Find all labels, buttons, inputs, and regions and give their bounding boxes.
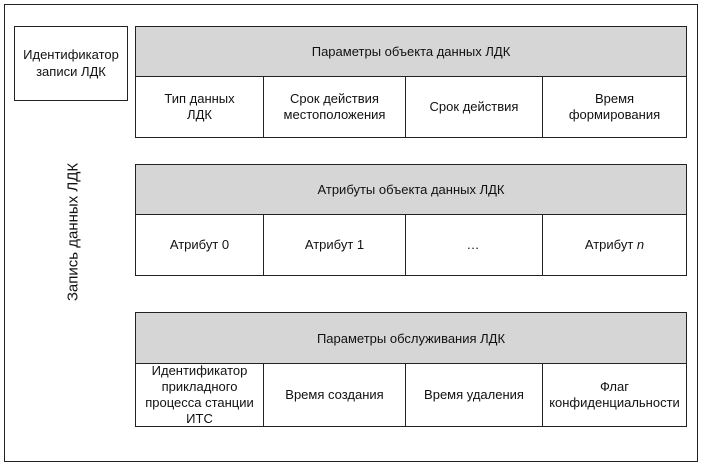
- object-attributes-row: [135, 215, 687, 276]
- ellipsis-cell: …: [406, 215, 543, 275]
- generation-time-cell: Время формирования: [568, 90, 661, 122]
- attribute-n-cell: [543, 215, 686, 275]
- location-validity-cell: Срок действия местоположения: [264, 77, 406, 137]
- object-parameters-row: [135, 77, 687, 138]
- service-parameters-group: [135, 312, 687, 427]
- attribute-n-label: Атрибут: [584, 236, 634, 252]
- confidentiality-flag-cell: Флаг конфиденциальности: [549, 378, 680, 410]
- creation-time-cell: Время создания: [264, 364, 406, 426]
- object-attributes-title: Атрибуты объекта данных ЛДК: [135, 164, 687, 215]
- app-process-id-cell: Идентификатор прикладного процесса станции ИТС: [136, 364, 264, 426]
- attribute-n-index: n: [636, 236, 645, 252]
- service-parameters-title: Параметры обслуживания ЛДК: [135, 312, 687, 364]
- object-parameters-title: Параметры объекта данных ЛДК: [135, 26, 687, 77]
- object-attributes-group: [135, 164, 687, 276]
- record-id-box: Идентификатор записи ЛДК: [14, 26, 128, 101]
- attribute-1-cell: Атрибут 1: [264, 215, 406, 275]
- service-parameters-row: [135, 364, 687, 427]
- attribute-0-cell: Атрибут 0: [136, 215, 264, 275]
- data-type-cell: Тип данных ЛДК: [136, 77, 264, 137]
- record-label: Запись данных ЛДК: [64, 162, 82, 302]
- deletion-time-cell: Время удаления: [406, 364, 543, 426]
- object-parameters-group: [135, 26, 687, 138]
- validity-period-cell: Срок действия: [406, 77, 543, 137]
